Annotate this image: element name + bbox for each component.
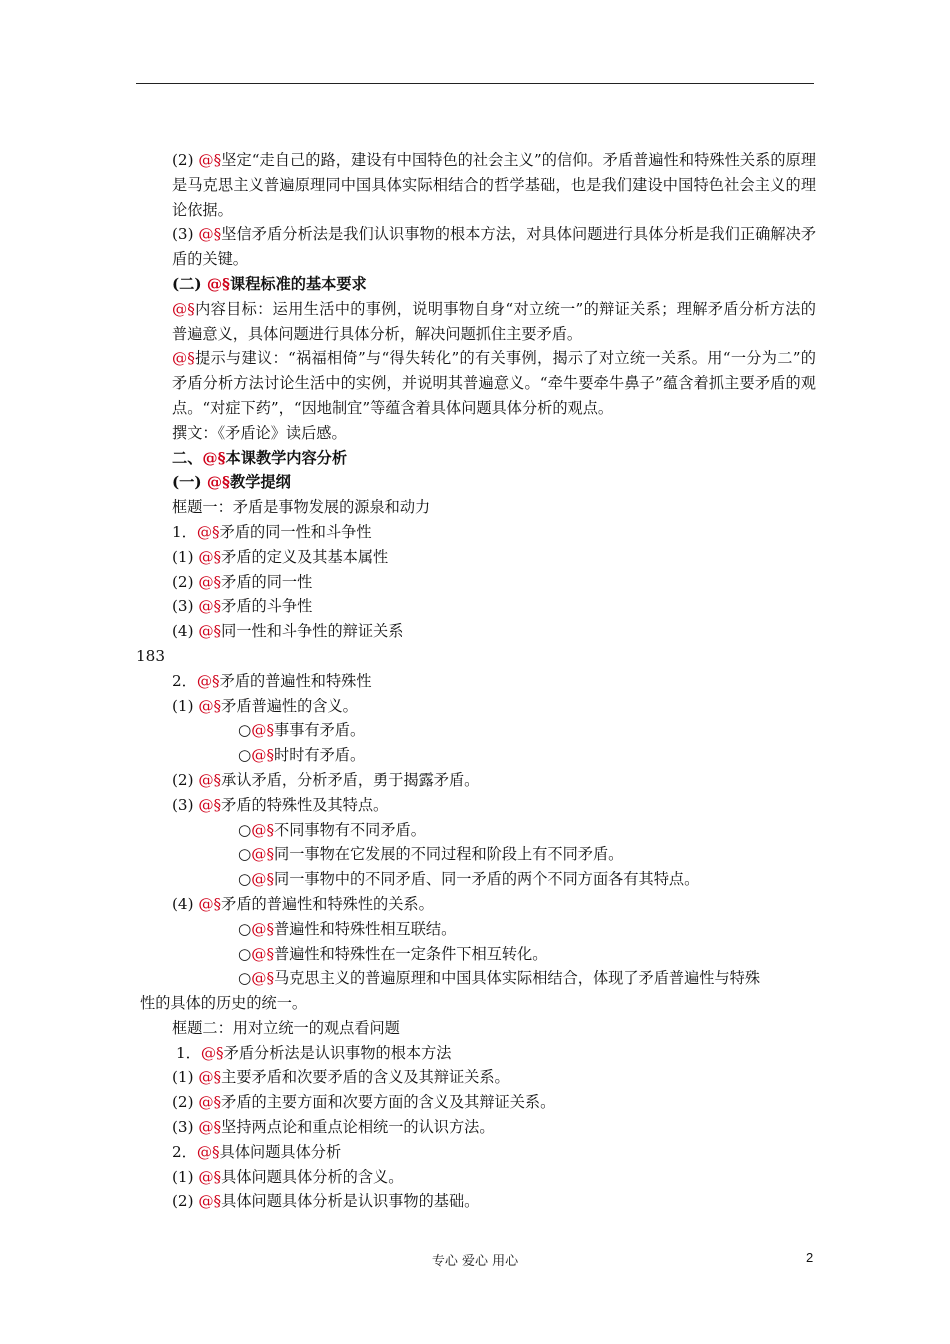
circle-bullet-icon: ○ (238, 969, 252, 988)
marker: @§ (198, 1118, 222, 1137)
marker: @§ (198, 622, 222, 641)
bullet-item: ○@§普遍性和特殊性在一定条件下相互转化。 (238, 944, 548, 963)
marker: @§ (251, 845, 275, 864)
bullet-item: ○@§同一事物中的不同矛盾、同一矛盾的两个不同方面各有其特点。 (238, 870, 700, 889)
heading-course-standard: (二) @§课程标准的基本要求 (172, 274, 367, 293)
list-item: (2) @§矛盾的同一性 (172, 572, 313, 591)
page-reference: 183 (136, 646, 165, 665)
bullet-item: ○@§不同事物有不同矛盾。 (238, 820, 426, 839)
marker: @§ (198, 547, 222, 566)
bullet-item: ○@§事事有矛盾。 (238, 721, 366, 740)
list-item: (2) @§矛盾的主要方面和次要方面的含义及其辩证关系。 (172, 1093, 556, 1112)
circle-bullet-icon: ○ (238, 721, 252, 740)
page-number: 2 (806, 1250, 814, 1265)
list-item: (1) @§主要矛盾和次要矛盾的含义及其辩证关系。 (172, 1068, 510, 1087)
marker: @§ (206, 473, 230, 492)
section-t2-title: 2．@§具体问题具体分析 (172, 1142, 342, 1161)
marker: @§ (198, 225, 222, 244)
marker: @§ (198, 1192, 222, 1211)
list-item: (1) @§矛盾的定义及其基本属性 (172, 547, 389, 566)
paragraph-hint: @§提示与建议：“祸福相倚”与“得失转化”的有关事例，揭示了对立统一关系。用“一分为二”的矛盾分析方法讨论生活中的实例，并说明其普遍意义。“牵牛要牵牛鼻子”蕴含着抓主要矛盾的观点。“对症下药”，“因地制宜”等蕴含着具体问题具体分析的观点。 (172, 349, 816, 417)
header-rule (136, 83, 814, 84)
circle-bullet-icon: ○ (238, 870, 252, 889)
marker: @§ (196, 671, 220, 690)
bullet-item: ○@§同一事物在它发展的不同过程和阶段上有不同矛盾。 (238, 845, 624, 864)
list-item: (2) @§具体问题具体分析是认识事物的基础。 (172, 1192, 480, 1211)
marker: @§ (198, 597, 222, 616)
page-footer: 专心 爱心 用心 (431, 1254, 519, 1269)
list-item: (3) @§矛盾的斗争性 (172, 597, 313, 616)
marker: @§ (172, 349, 195, 368)
marker: @§ (196, 522, 220, 541)
marker: @§ (196, 1142, 220, 1161)
circle-bullet-icon: ○ (238, 845, 252, 864)
paragraph-belief: (2) @§坚定“走自己的路，建设有中国特色的社会主义”的信仰。矛盾普遍性和特殊性关系的原理是马克思主义普遍原理同中国具体实际相结合的哲学基础，也是我们建设中国特色社会主义的理论依据。 (172, 151, 817, 219)
circle-bullet-icon: ○ (238, 746, 252, 765)
marker: @§ (198, 151, 222, 169)
paragraph-content-goal: @§内容目标：运用生活中的事例，说明事物自身“对立统一”的辩证关系；理解矛盾分析方法的普遍意义，具体问题进行具体分析，解决问题抓住主要矛盾。 (172, 299, 816, 343)
marker: @§ (198, 795, 222, 814)
marker: @§ (251, 919, 275, 938)
marker: @§ (198, 770, 222, 789)
section-1-title: 1．@§矛盾的同一性和斗争性 (172, 522, 372, 541)
paragraph-method: (3) @§坚信矛盾分析法是我们认识事物的根本方法，对具体问题进行具体分析是我们正确解决矛盾的关键。 (172, 225, 817, 269)
marker: @§ (200, 1043, 224, 1062)
circle-bullet-icon: ○ (238, 820, 252, 839)
document-body (136, 148, 817, 1214)
heading-content-analysis: 二、@§本课教学内容分析 (172, 448, 348, 467)
essay-line: 撰文：《矛盾论》读后感。 (172, 423, 347, 442)
marker: @§ (198, 696, 222, 715)
circle-bullet-icon: ○ (238, 919, 252, 938)
list-item: (2) @§承认矛盾，分析矛盾，勇于揭露矛盾。 (172, 770, 480, 789)
marker: @§ (251, 969, 275, 988)
list-item: (1) @§矛盾普遍性的含义。 (172, 696, 358, 715)
bullet-item-continuation: 性的具体的历史的统一。 (140, 994, 308, 1013)
marker: @§ (251, 746, 275, 765)
marker: @§ (251, 870, 275, 889)
bullet-item: ○@§普遍性和特殊性相互联结。 (238, 919, 457, 938)
bullet-item: ○@§时时有矛盾。 (238, 746, 366, 765)
marker: @§ (198, 894, 222, 913)
marker: @§ (198, 572, 222, 591)
heading-teaching-outline: (一) @§教学提纲 (172, 473, 291, 492)
list-item: (3) @§坚持两点论和重点论相统一的认识方法。 (172, 1118, 495, 1137)
list-item: (3) @§矛盾的特殊性及其特点。 (172, 795, 389, 814)
marker: @§ (202, 448, 226, 467)
list-item: (4) @§矛盾的普遍性和特殊性的关系。 (172, 894, 434, 913)
frame-one-title: 框题一：矛盾是事物发展的源泉和动力 (172, 498, 431, 517)
bullet-item: ○@§马克思主义的普遍原理和中国具体实际相结合，体现了矛盾普遍性与特殊 (238, 969, 761, 988)
circle-bullet-icon: ○ (238, 944, 252, 963)
marker: @§ (172, 299, 195, 318)
marker: @§ (198, 1093, 222, 1112)
marker: @§ (251, 944, 275, 963)
marker: @§ (251, 721, 275, 740)
section-2-title: 2．@§矛盾的普遍性和特殊性 (172, 671, 372, 690)
section-t1-title: 1．@§矛盾分析法是认识事物的根本方法 (176, 1043, 452, 1062)
marker: @§ (198, 1167, 222, 1186)
frame-two-title: 框题二：用对立统一的观点看问题 (172, 1018, 400, 1037)
list-item: (4) @§同一性和斗争性的辩证关系 (172, 622, 404, 641)
marker: @§ (198, 1068, 222, 1087)
marker: @§ (206, 274, 230, 293)
marker: @§ (251, 820, 275, 839)
list-item: (1) @§具体问题具体分析的含义。 (172, 1167, 404, 1186)
